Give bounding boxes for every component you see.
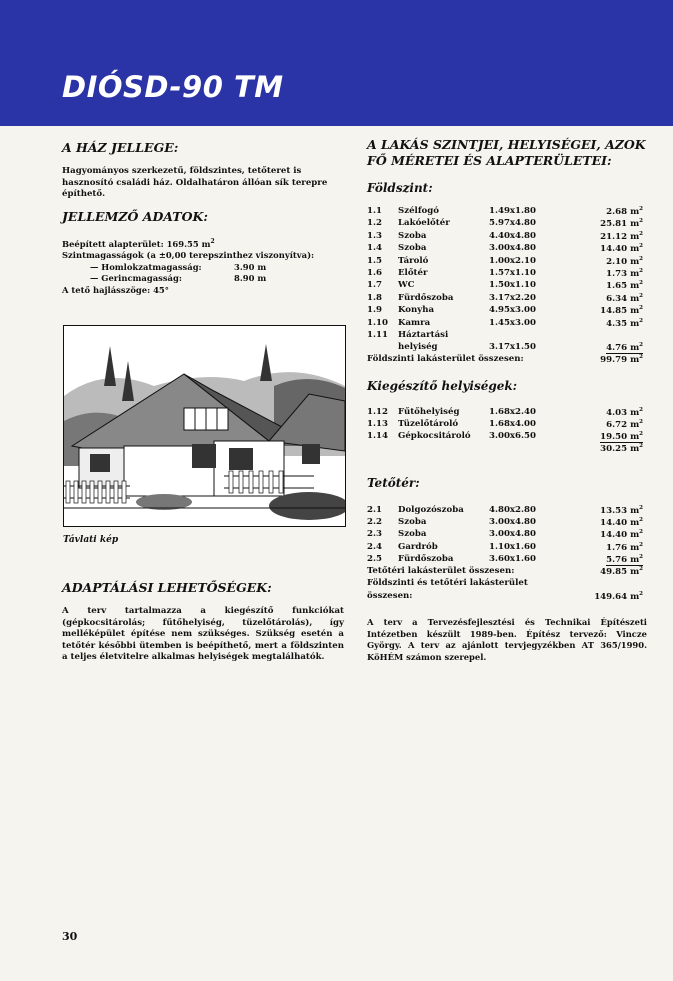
room-dimensions: 1.57x1.10 — [489, 268, 536, 278]
table-row — [367, 419, 643, 431]
table-row — [367, 529, 643, 541]
table-row — [367, 542, 643, 554]
grand-total-label: Földszinti és tetőtéri lakásterület — [367, 578, 528, 588]
table-row — [367, 206, 643, 218]
room-dimensions: 4.80x2.80 — [489, 505, 536, 515]
room-name: Gardrób — [398, 541, 438, 552]
room-number: 1.12 — [367, 407, 388, 417]
kiegeszito-total-row: 30.25 $m^2$ — [600, 443, 643, 454]
room-dimensions: 3.00x6.50 — [489, 431, 536, 442]
room-number: 2.4 — [367, 541, 382, 552]
picture-caption: Távlati kép — [63, 535, 119, 545]
area-value: 13.53 $m^2$ — [600, 505, 643, 516]
perspective-picture — [63, 325, 346, 527]
jellemzo-data — [62, 236, 342, 296]
room-number: 1.7 — [367, 280, 382, 291]
area-value: 14.40 $m^2$ — [600, 529, 643, 541]
area-value: 14.40 $m^2$ — [600, 517, 643, 529]
teto-hajlasszoge: A tető hajlásszöge: 45° — [62, 284, 169, 295]
room-number: 1.6 — [367, 268, 382, 278]
area-value: 5.76 $m^2$ — [606, 553, 643, 565]
room-dimensions: 1.10x1.60 — [489, 541, 536, 552]
room-dimensions: 1.45x3.00 — [489, 317, 536, 328]
room-dimensions: 3.00x4.80 — [489, 529, 536, 540]
room-dimensions: 4.40x4.80 — [489, 230, 536, 241]
room-dimensions: 4.95x3.00 — [489, 305, 536, 316]
table-row — [367, 505, 643, 517]
room-number: 1.4 — [367, 243, 382, 254]
table-row — [367, 517, 643, 529]
room-dimensions: 1.68x4.00 — [489, 419, 536, 430]
grand-total-row: összesen: 149.64 $m^2$ — [367, 591, 643, 602]
room-dimensions: 3.00x4.80 — [489, 243, 536, 254]
area-value: 1.76 $m^2$ — [606, 541, 643, 553]
room-name: Fürdőszoba — [398, 292, 454, 303]
table-row — [367, 268, 643, 280]
room-name: Előtér — [398, 268, 428, 278]
room-number: 1.8 — [367, 292, 382, 303]
title-banner — [0, 0, 673, 126]
room-name: Fürdőszoba — [398, 553, 454, 564]
table-row — [367, 305, 643, 317]
table-row: 1.11 Háztartási — [367, 330, 449, 340]
adaptalasi-text: A terv tartalmazza a kiegészítő funkciókat (gépkocsitárolás; fűtőhelyiség, tüzelőtárolás), így melléképület építése nem szükséges. Szükség esetén a tetőtér későbbi ütemben is beépíthető, mert a földszinten a teljes életvitelre alkalmas helyiségek megtalálhatók. — [62, 606, 344, 663]
room-number: 1.10 — [367, 317, 388, 328]
area-value: 4.76 $m^2$ — [606, 342, 643, 353]
room-name: WC — [398, 280, 415, 291]
teteter-heading: Tetőtér: — [367, 476, 420, 490]
foldszint-heading: Földszint: — [367, 181, 433, 195]
area-value: 14.85 $m^2$ — [600, 305, 643, 317]
table-row: helyiség 3.17x1.50 4.76 $m^2$ — [398, 342, 643, 353]
table-row — [367, 231, 643, 243]
room-dimensions: 1.00x2.10 — [489, 255, 536, 266]
house-illustration — [64, 326, 345, 526]
table-row — [367, 256, 643, 268]
table-row — [367, 293, 643, 305]
table-row — [367, 280, 643, 292]
jellege-heading: A HÁZ JELLEGE: — [62, 140, 179, 155]
footer-note: A terv a Tervezésfejlesztési és Technikai Építészeti Intézetben készült 1989-ben. Építész tervező: Vincze György. A terv az ajánlott tervjegyzékben AT 365/1990. KöHÉM számon szerepel. — [367, 617, 647, 662]
room-name: Fűtőhelyiség — [398, 407, 460, 417]
room-name: Tüzelőtároló — [398, 419, 459, 430]
room-number: 1.13 — [367, 419, 388, 430]
room-name: Szoba — [398, 243, 427, 254]
room-number: 2.1 — [367, 505, 382, 515]
room-dimensions: 1.68x2.40 — [489, 407, 536, 417]
room-dimensions: 3.60x1.60 — [489, 553, 536, 564]
room-name: Gépkocsitároló — [398, 431, 471, 442]
room-dimensions: 5.97x4.80 — [489, 218, 536, 229]
room-name: Lakóelőtér — [398, 218, 450, 229]
area-value: 2.10 $m^2$ — [606, 255, 643, 267]
table-row — [367, 554, 643, 566]
table-row — [367, 318, 643, 330]
area-value: 1.65 $m^2$ — [606, 280, 643, 292]
area-value: 1.73 $m^2$ — [606, 268, 643, 279]
homlokzatmagassag: — Homlokzatmagasság: 3.90 m — [90, 261, 267, 272]
jellemzo-heading: JELLEMZŐ ADATOK: — [62, 209, 208, 224]
area-value: 4.35 $m^2$ — [606, 317, 643, 329]
area-value: 6.72 $m^2$ — [606, 419, 643, 431]
beepitett-alapterulet: Beépített alapterület: 169.55 $m^2$ — [62, 238, 215, 249]
area-value: 6.34 $m^2$ — [606, 292, 643, 304]
room-name: Tároló — [398, 255, 429, 266]
table-row — [367, 407, 643, 419]
room-dimensions: 1.49x1.80 — [489, 206, 536, 216]
room-dimensions: 3.00x4.80 — [489, 517, 536, 528]
room-name: Szélfogó — [398, 206, 439, 216]
area-value: 2.68 $m^2$ — [606, 206, 643, 217]
bleed-through-decoration — [370, 175, 650, 176]
room-number: 1.14 — [367, 431, 388, 442]
area-value: 21.12 $m^2$ — [600, 230, 643, 242]
room-number: 1.9 — [367, 305, 382, 316]
page-title: DIÓSD-90 TM — [62, 70, 284, 104]
room-name: Konyha — [398, 305, 435, 316]
room-number: 1.3 — [367, 230, 382, 241]
room-name: Szoba — [398, 517, 427, 528]
area-value: 4.03 $m^2$ — [606, 407, 643, 418]
area-value: 25.81 $m^2$ — [600, 218, 643, 230]
table-row — [367, 218, 643, 230]
room-name: Szoba — [398, 230, 427, 241]
kiegeszito-heading: Kiegészítő helyiségek: — [367, 379, 518, 393]
room-number: 2.3 — [367, 529, 382, 540]
lakas-heading-line2: FŐ MÉRETEI ÉS ALAPTERÜLETEI: — [367, 153, 612, 168]
room-number: 2.2 — [367, 517, 382, 528]
lakas-heading-line1: A LAKÁS SZINTJEI, HELYISÉGEI, AZOK — [367, 137, 646, 152]
szintmagassagok: Szintmagasságok (a ±0,00 terepszinthez viszonyítva): — [62, 250, 315, 261]
foldszint-total-row: Földszinti lakásterület összesen: 99.79 $m^2$ — [367, 354, 643, 365]
room-name: Dolgozószoba — [398, 505, 464, 515]
area-value: 19.50 $m^2$ — [600, 431, 643, 443]
gerincmagassag: — Gerincmagasság: 8.90 m — [90, 273, 267, 284]
room-name: Szoba — [398, 529, 427, 540]
room-number: 2.5 — [367, 553, 382, 564]
page-number: 30 — [62, 930, 78, 943]
room-dimensions: 1.50x1.10 — [489, 280, 536, 291]
adaptalasi-heading: ADAPTÁLÁSI LEHETŐSÉGEK: — [62, 580, 272, 595]
table-row — [367, 243, 643, 255]
area-value: 14.40 $m^2$ — [600, 243, 643, 255]
room-number: 1.2 — [367, 218, 382, 229]
room-name: Kamra — [398, 317, 431, 328]
table-row — [367, 431, 643, 443]
jellege-text: Hagyományos szerkezetű, földszintes, tetőteret is hasznosító családi ház. Oldalhatáron állóan sík terepre építhető. — [62, 166, 328, 200]
tetoter-total-row: Tetőtéri lakásterület összesen: 49.85 $m^2$ — [367, 566, 643, 577]
room-number: 1.5 — [367, 255, 382, 266]
room-dimensions: 3.17x2.20 — [489, 292, 536, 303]
room-number: 1.1 — [367, 206, 382, 216]
